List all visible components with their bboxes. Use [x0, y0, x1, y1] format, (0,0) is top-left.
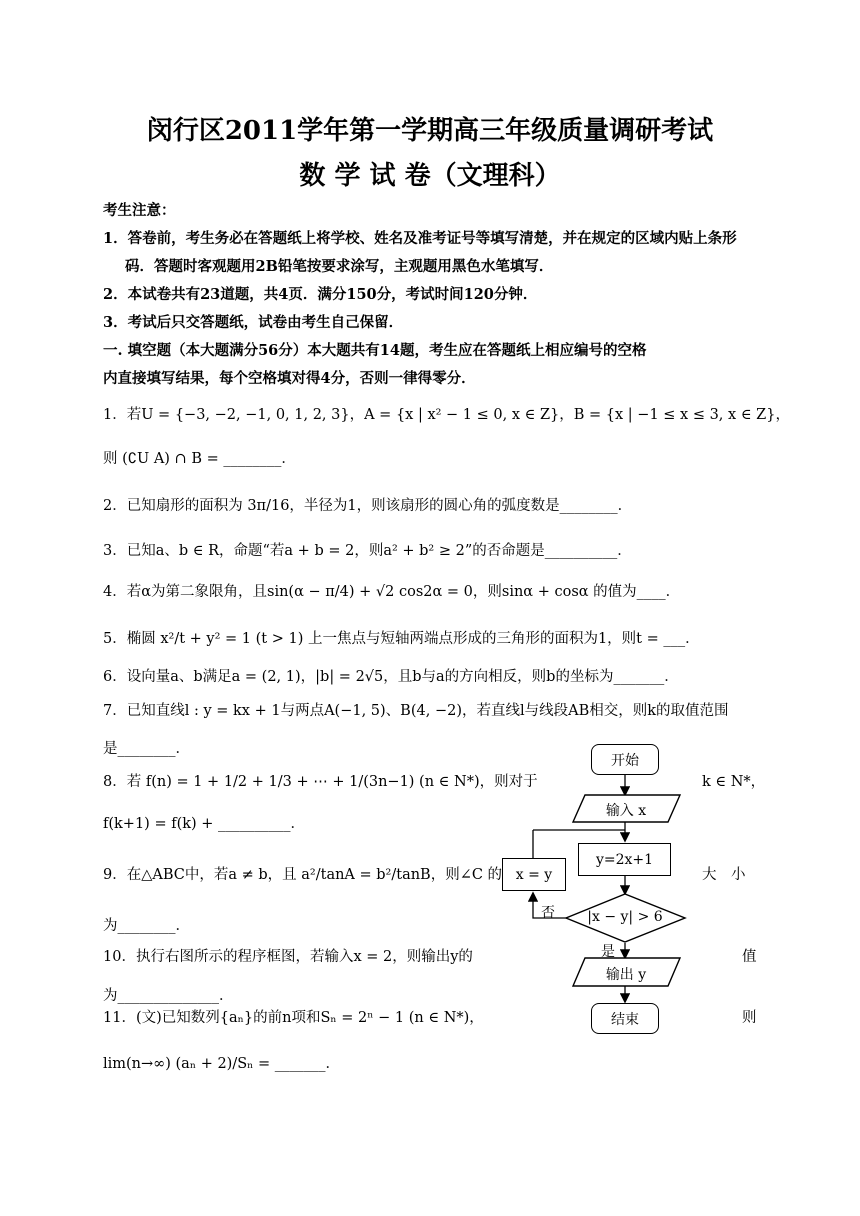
exam-subtitle: 数 学 试 卷（文理科） — [299, 161, 561, 191]
question-7-cont: 是________． — [103, 741, 190, 757]
flowchart-start: 开始 — [591, 744, 659, 775]
question-7: 7．已知直线l : y = kx + 1与两点A(−1, 5)、B(4, −2)，若直线l与线段AB相交，则k的取值范围 — [103, 703, 729, 719]
notice-item-1-cont: 码．答题时客观题用2B铅笔按要求涂写，主观题用黑色水笔填写． — [125, 258, 554, 275]
question-10: 10．执行右图所示的程序框图，若输入x = 2，则输出y的 — [103, 949, 473, 965]
question-1: 1．若U = {−3, −2, −1, 0, 1, 2, 3}，A = {x | x² − 1 ≤ 0, x ∈ Z}，B = {x | −1 ≤ x ≤ 3, x ∈ Z}， — [103, 407, 790, 423]
section-1-header-cont: 内直接填写结果，每个空格填对得4分，否则一律得零分． — [103, 370, 476, 387]
question-10-right: 值 — [742, 949, 757, 965]
flowchart-end: 结束 — [591, 1003, 659, 1034]
section-1-header: 一. 填空题（本大题满分56分）本大题共有14题，考生应在答题纸上相应编号的空格 — [103, 342, 647, 359]
question-1-cont: 则 (∁U A) ∩ B = ________． — [103, 451, 296, 467]
notice-heading: 考生注意： — [103, 202, 176, 219]
question-11-cont: lim(n→∞) (aₙ + 2)/Sₙ = _______． — [103, 1056, 341, 1072]
question-6: 6．设向量a、b满足a = (2, 1)，|b| = 2√5，且b与a的方向相反，则b的坐标为_______． — [103, 669, 679, 685]
question-11: 11．(文)已知数列{aₙ}的前n项和Sₙ = 2ⁿ − 1 (n ∈ N*)， — [103, 1010, 484, 1026]
question-3: 3．已知a、b ∈ R，命题“若a + b = 2，则a² + b² ≥ 2”的否命题是__________． — [103, 543, 632, 559]
question-4: 4．若α为第二象限角，且sin(α − π/4) + √2 cos2α = 0，则sinα + cosα 的值为____． — [103, 584, 681, 600]
notice-item-1: 1．答卷前，考生务必在答题纸上将学校、姓名及准考证号等填写清楚，并在规定的区域内贴上条形 — [103, 230, 737, 247]
notice-item-3: 3．考试后只交答题纸，试卷由考生自己保留． — [103, 314, 404, 331]
question-9-right: 大 小 — [702, 867, 746, 883]
flowchart-assign: y=2x+1 — [578, 843, 671, 876]
flowchart-condition: |x − y| > 6 — [587, 909, 663, 925]
question-8: 8．若 f(n) = 1 + 1/2 + 1/3 + ⋯ + 1/(3n−1) (n ∈ N*)，则对于 — [103, 774, 538, 790]
question-8-right: k ∈ N*， — [702, 774, 766, 790]
question-5: 5．椭圆 x²/t + y² = 1 (t > 1) 上一焦点与短轴两端点形成的三角形的面积为1，则t = ___． — [103, 631, 700, 647]
question-10-cont: 为______________． — [103, 988, 234, 1004]
flowchart-output: 输出 y — [605, 967, 647, 983]
question-9: 9．在△ABC中，若a ≠ b，且 a²/tanA = b²/tanB，则∠C 的 — [103, 867, 503, 883]
question-8-cont: f(k+1) = f(k) + __________． — [103, 816, 306, 832]
notice-item-2: 2．本试卷共有23道题，共4页．满分150分，考试时间120分钟． — [103, 286, 538, 303]
question-2: 2．已知扇形的面积为 3π/16，半径为1，则该扇形的圆心角的弧度数是________． — [103, 498, 633, 514]
flowchart-no-label: 否 — [541, 905, 555, 921]
flowchart-input: 输入 x — [605, 803, 647, 819]
flowchart-swap: x = y — [502, 858, 566, 891]
question-9-cont: 为________． — [103, 918, 190, 934]
question-11-right: 则 — [742, 1010, 757, 1026]
exam-title: 闵行区2011学年第一学期高三年级质量调研考试 — [146, 116, 714, 146]
flowchart-yes-label: 是 — [601, 944, 615, 960]
